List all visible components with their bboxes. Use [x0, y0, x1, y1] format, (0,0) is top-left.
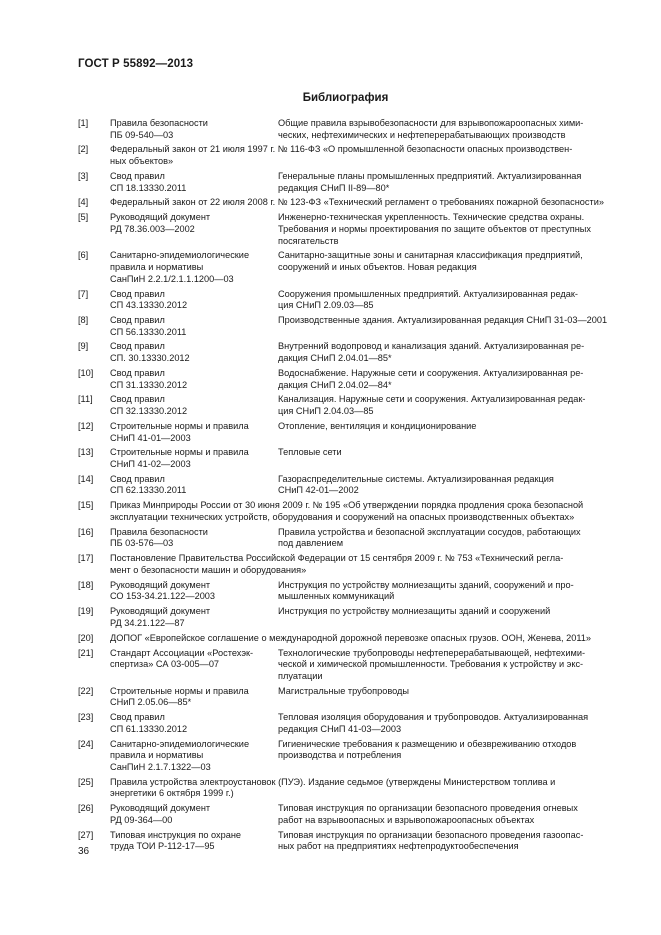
entry-source-line: ПБ 09-540—03 — [110, 129, 174, 140]
entry-source-line: Свод правил — [110, 394, 165, 405]
bibliography-entry — [78, 250, 616, 285]
entry-description-line: Гигиенические требования к размещению и обезвреживанию отходов — [278, 738, 577, 749]
entry-source-line: СП 18.13330.2011 — [110, 182, 187, 193]
entry-source-line: Свод правил — [110, 712, 165, 723]
bibliography-entry — [78, 394, 616, 417]
entry-source-line: Правила безопасности — [110, 526, 208, 537]
entry-number: [24] — [78, 738, 94, 749]
entry-source-line: Типовая инструкция по охране — [110, 829, 242, 840]
entry-description — [278, 315, 616, 338]
entry-source — [110, 368, 278, 391]
entry-description — [278, 341, 616, 364]
entry-description-line: дакция СНиП 2.04.02—84* — [278, 379, 392, 390]
entry-description-line: Требования и нормы проектирования по защите объектов от преступных — [278, 223, 591, 234]
entry-number: [20] — [78, 632, 94, 643]
entry-source-line: СНиП 41-02—2003 — [110, 459, 191, 469]
entry-description-line: дакция СНиП 2.04.01—85* — [278, 353, 392, 364]
entry-source-line: СП 31.13330.2012 — [110, 379, 188, 390]
entry-source-line: труда ТОИ Р-112-17—95 — [110, 841, 215, 852]
entry-source-line: Руководящий документ — [110, 803, 211, 814]
entry-description-line: Отопление, вентиляция и кондиционирование — [278, 420, 477, 431]
entry-source — [110, 394, 278, 417]
entry-description-line: Канализация. Наружные сети и сооружения. Актуализированная редак- — [278, 394, 586, 405]
entry-description-line: Газораспределительные системы. Актуализированная редакция — [278, 473, 554, 484]
entry-description — [278, 447, 616, 470]
entry-source — [110, 341, 278, 364]
bibliography-entry — [78, 686, 616, 709]
entry-number: [18] — [78, 579, 94, 590]
entry-description-line: редакция СНиП II-89—80* — [278, 182, 390, 193]
entry-description — [278, 171, 616, 194]
entry-source-line: Строительные нормы и правила — [110, 420, 249, 431]
entry-description — [278, 421, 616, 444]
entry-source — [110, 212, 278, 247]
entry-description-line: Водоснабжение. Наружные сети и сооружения. Актуализированная ре- — [278, 367, 584, 378]
entry-description — [278, 527, 616, 550]
entry-full-text — [110, 553, 616, 576]
entry-source — [110, 315, 278, 338]
bibliography-entry — [78, 830, 616, 853]
standard-code-header: ГОСТ Р 55892—2013 — [78, 58, 194, 70]
entry-description-line: Общие правила взрывобезопасности для взрывопожароопасных хими- — [278, 118, 584, 128]
entry-description — [278, 580, 616, 603]
entry-description-line: мышленных коммуникаций — [278, 591, 395, 602]
entry-description-line: Тепловые сети — [278, 447, 342, 458]
entry-description — [278, 830, 616, 853]
entry-source — [110, 830, 278, 853]
entry-source-line: СНиП 41-01—2003 — [110, 432, 191, 443]
entry-number: [4] — [78, 197, 89, 208]
entry-number: [9] — [78, 341, 89, 352]
bibliography-entry — [78, 803, 616, 826]
entry-full-text — [110, 777, 616, 800]
bibliography-entry — [78, 580, 616, 603]
entry-full-text-line: Федеральный закон от 22 июля 2008 г. № 123-ФЗ «Технический регламент о требованиях пожарной безопасности» — [110, 197, 604, 208]
entry-description — [278, 368, 616, 391]
entry-source-line: СанПиН 2.2.1/2.1.1.1200—03 — [110, 273, 234, 284]
entry-number: [3] — [78, 170, 89, 181]
entry-description-line: Технологические трубопроводы нефтеперерабатывающей, нефтехими- — [278, 647, 586, 658]
entry-description — [278, 803, 616, 826]
bibliography-entry — [78, 289, 616, 312]
entry-description-line: посягательств — [278, 235, 339, 246]
entry-full-text — [110, 633, 616, 645]
bibliography-entry — [78, 197, 616, 209]
entry-number: [25] — [78, 776, 94, 787]
entry-description-line: Санитарно-защитные зоны и санитарная классификация предприятий, — [278, 250, 583, 261]
entry-description-line: под давлением — [278, 538, 344, 549]
page-number: 36 — [78, 846, 90, 857]
bibliography-entry — [78, 315, 616, 338]
entry-description-line: ческих, нефтехимических и нефтеперерабатывающих производств — [278, 129, 566, 140]
entry-full-text-line: эксплуатации технических устройств, оборудования и сооружений на опасных производственных объектах» — [110, 511, 575, 522]
entry-full-text-line: энергетики 6 октября 1999 г.) — [110, 788, 234, 799]
entry-number: [16] — [78, 526, 94, 537]
entry-number: [10] — [78, 367, 94, 378]
entry-source-line: РД 78.36.003—2002 — [110, 223, 195, 234]
entry-full-text-line: Постановление Правительства Российской Федерации от 15 сентября 2009 г. № 753 «Технический регла- — [110, 553, 564, 564]
bibliography-list — [78, 118, 616, 856]
entry-full-text-line: мент о безопасности машин и оборудования» — [110, 564, 307, 575]
entry-source-line: СО 153-34.21.122—2003 — [110, 591, 216, 602]
entry-source — [110, 739, 278, 774]
bibliography-entry — [78, 606, 616, 629]
entry-description-line: Внутренний водопровод и канализация зданий. Актуализированная ре- — [278, 341, 585, 352]
entry-number: [27] — [78, 829, 94, 840]
entry-number: [17] — [78, 553, 94, 564]
bibliography-entry — [78, 212, 616, 247]
entry-source-line: СП 61.13330.2012 — [110, 723, 188, 734]
entry-description-line: ческой и химической промышленности. Требования к устройству и экс- — [278, 659, 584, 670]
entry-description-line: плуатации — [278, 670, 323, 681]
entry-number: [26] — [78, 803, 94, 814]
entry-source-line: Свод правил — [110, 288, 165, 299]
bibliography-entry — [78, 500, 616, 523]
entry-description — [278, 606, 616, 629]
entry-source-line: СП. 30.13330.2012 — [110, 353, 190, 364]
entry-number: [14] — [78, 473, 94, 484]
entry-source-line: Свод правил — [110, 170, 165, 181]
entry-source-line: Свод правил — [110, 314, 165, 325]
bibliography-entry — [78, 474, 616, 497]
entry-description-line: ция СНиП 2.09.03—85 — [278, 300, 374, 311]
bibliography-entry — [78, 527, 616, 550]
entry-source-line: Свод правил — [110, 341, 165, 352]
entry-description-line: Инструкция по устройству молниезащиты зданий, сооружений и про- — [278, 579, 574, 590]
entry-source-line: Строительные нормы и правила — [110, 447, 249, 458]
entry-source — [110, 712, 278, 735]
entry-description — [278, 739, 616, 774]
entry-source-line: СП 43.13330.2012 — [110, 300, 188, 311]
entry-description-line: Тепловая изоляция оборудования и трубопроводов. Актуализированная — [278, 712, 589, 723]
entry-full-text — [110, 500, 616, 523]
entry-full-text — [110, 144, 616, 167]
entry-description — [278, 118, 616, 141]
entry-description-line: сооружений и иных объектов. Новая редакция — [278, 262, 477, 273]
entry-description-line: ция СНиП 2.04.03—85 — [278, 406, 374, 417]
entry-description-line: СНиП 42-01—2002 — [278, 485, 359, 496]
entry-source — [110, 289, 278, 312]
entry-description-line: ных работ на предприятиях нефтепродуктообеспечения — [278, 841, 519, 852]
bibliography-entry — [78, 421, 616, 444]
entry-source — [110, 118, 278, 141]
entry-description — [278, 289, 616, 312]
entry-number: [1] — [78, 118, 89, 128]
entry-description-line: Инженерно-техническая укрепленность. Технические средства охраны. — [278, 212, 585, 223]
bibliography-entry — [78, 777, 616, 800]
entry-description — [278, 686, 616, 709]
entry-source-line: Руководящий документ — [110, 579, 211, 590]
entry-source — [110, 648, 278, 683]
entry-source-line: Руководящий документ — [110, 606, 211, 617]
entry-number: [11] — [78, 394, 93, 405]
entry-source-line: ПБ 03-576—03 — [110, 538, 174, 549]
entry-source-line: Санитарно-эпидемиологические — [110, 250, 250, 261]
entry-source — [110, 474, 278, 497]
entry-full-text — [110, 197, 616, 209]
entry-description — [278, 212, 616, 247]
bibliography-entry — [78, 633, 616, 645]
entry-description-line: Магистральные трубопроводы — [278, 685, 409, 696]
bibliography-entry — [78, 171, 616, 194]
entry-description — [278, 648, 616, 683]
entry-source — [110, 171, 278, 194]
entry-description-line: производства и потребления — [278, 750, 402, 761]
entry-source-line: Правила безопасности — [110, 118, 208, 128]
entry-full-text-line: Правила устройства электроустановок (ПУЭ). Издание седьмое (утверждены Министерством топлива и — [110, 776, 556, 787]
entry-number: [12] — [78, 420, 94, 431]
entry-source-line: правила и нормативы — [110, 262, 204, 273]
entry-description-line: Типовая инструкция по организации безопасного проведения газоопас- — [278, 829, 584, 840]
bibliography-entry — [78, 118, 616, 141]
entry-source — [110, 250, 278, 285]
entry-number: [13] — [78, 447, 94, 458]
bibliography-entry — [78, 648, 616, 683]
entry-full-text-line: Федеральный закон от 21 июля 1997 г. № 116-ФЗ «О промышленной безопасности опасных производствен- — [110, 144, 573, 155]
bibliography-entry — [78, 553, 616, 576]
entry-description-line: Производственные здания. Актуализированная редакция СНиП 31-03—2001 — [278, 314, 608, 325]
entry-source-line: СП 32.13330.2012 — [110, 406, 188, 417]
entry-source-line: СанПиН 2.1.7.1322—03 — [110, 761, 211, 772]
entry-number: [22] — [78, 685, 94, 696]
entry-description-line: работ на взрывоопасных и взрывопожароопасных объектах — [278, 814, 535, 825]
entry-number: [23] — [78, 712, 94, 723]
entry-source — [110, 527, 278, 550]
entry-source — [110, 580, 278, 603]
entry-description-line: Сооружения промышленных предприятий. Актуализированная редак- — [278, 288, 578, 299]
entry-source-line: Руководящий документ — [110, 212, 211, 223]
entry-description — [278, 474, 616, 497]
bibliography-entry — [78, 739, 616, 774]
entry-source-line: Строительные нормы и правила — [110, 685, 249, 696]
bibliography-entry — [78, 712, 616, 735]
bibliography-entry — [78, 144, 616, 167]
entry-source-line: СП 62.13330.2011 — [110, 485, 187, 496]
entry-source — [110, 447, 278, 470]
entry-source-line: спертиза» СА 03-005—07 — [110, 659, 220, 670]
entry-number: [8] — [78, 314, 89, 325]
bibliography-entry — [78, 341, 616, 364]
entry-description-line: Правила устройства и безопасной эксплуатации сосудов, работающих — [278, 526, 581, 537]
entry-number: [21] — [78, 647, 94, 658]
entry-source — [110, 686, 278, 709]
entry-number: [15] — [78, 500, 94, 511]
entry-source-line: Свод правил — [110, 473, 165, 484]
entry-number: [2] — [78, 144, 89, 155]
entry-source-line: РД 09-364—00 — [110, 814, 173, 825]
entry-source-line: Свод правил — [110, 367, 165, 378]
entry-source-line: РД 34.21.122—87 — [110, 617, 185, 628]
entry-description-line: Типовая инструкция по организации безопасного проведения огневых — [278, 803, 578, 814]
bibliography-entry — [78, 447, 616, 470]
entry-source — [110, 606, 278, 629]
entry-number: [5] — [78, 212, 89, 223]
entry-description — [278, 394, 616, 417]
entry-source — [110, 803, 278, 826]
entry-source-line: Стандарт Ассоциации «Ростехэк- — [110, 647, 254, 658]
entry-source-line: СП 56.13330.2011 — [110, 326, 187, 337]
entry-number: [19] — [78, 606, 94, 617]
entry-description-line: Генеральные планы промышленных предприятий. Актуализированная — [278, 170, 582, 181]
entry-description — [278, 250, 616, 285]
entry-source — [110, 421, 278, 444]
entry-source-line: Санитарно-эпидемиологические — [110, 738, 250, 749]
entry-description-line: Инструкция по устройству молниезащиты зданий и сооружений — [278, 606, 551, 617]
entry-number: [6] — [78, 250, 89, 261]
entry-description — [278, 712, 616, 735]
entry-source-line: правила и нормативы — [110, 750, 204, 761]
entry-number: [7] — [78, 288, 89, 299]
bibliography-title: Библиография — [302, 92, 389, 104]
entry-full-text-line: Приказ Минприроды России от 30 июня 2009 г. № 195 «Об утверждении порядка продления срока безопасной — [110, 500, 584, 511]
entry-full-text-line: ных объектов» — [110, 156, 174, 167]
entry-description-line: редакция СНиП 41-03—2003 — [278, 723, 402, 734]
entry-full-text-line: ДОПОГ «Европейское соглашение о международной дорожной перевозке опасных грузов. ООН, Женева, 2011» — [110, 632, 591, 643]
bibliography-entry — [78, 368, 616, 391]
entry-source-line: СНиП 2.05.06—85* — [110, 697, 192, 708]
